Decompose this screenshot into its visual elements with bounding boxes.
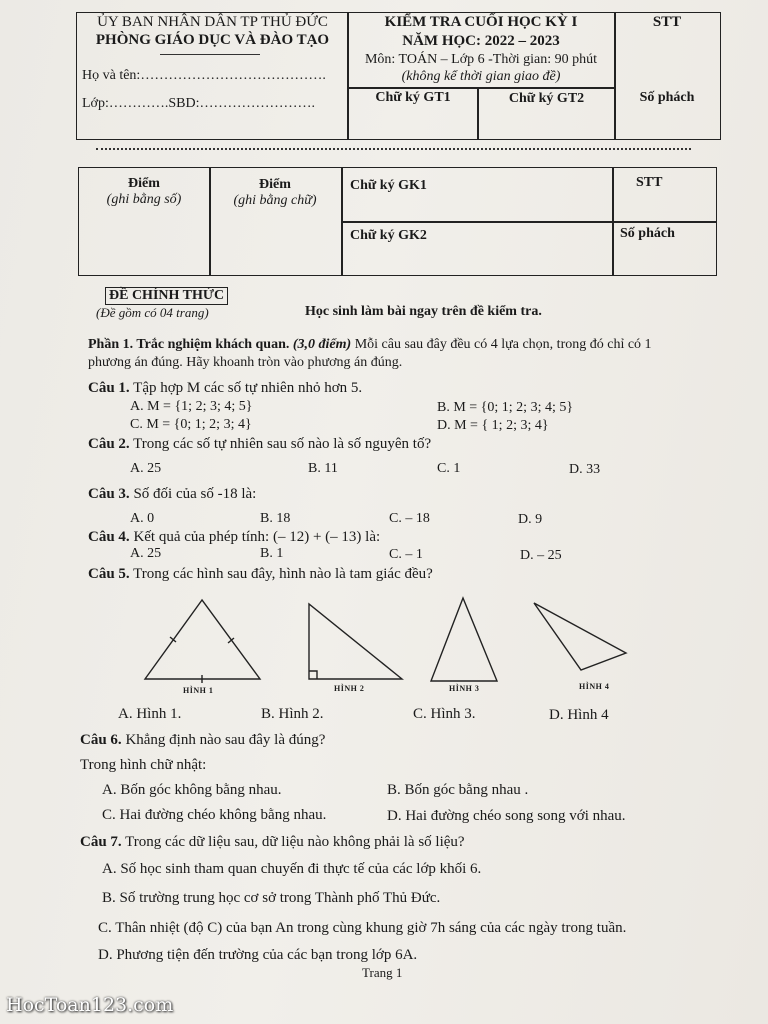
gk2-signature-label: Chữ ký GK2 <box>350 228 427 243</box>
q4-label: Câu 4. <box>88 529 130 545</box>
authority-name: ỦY BAN NHÂN DÂN TP THỦ ĐỨC <box>97 14 328 30</box>
q1-text: Tập hợp M các số tự nhiên nhỏ hơn 5. <box>133 380 363 396</box>
q7-option-a[interactable]: A. Số học sinh tham quan chuyến đi thực tế của các lớp khối 6. <box>102 861 482 877</box>
grading-stt-label: STT <box>636 175 663 190</box>
q2-option-c[interactable]: C. 1 <box>437 461 461 476</box>
q3-option-c[interactable]: C. – 18 <box>389 511 430 526</box>
question-7 <box>80 834 465 851</box>
q5-label: Câu 5. <box>88 566 130 582</box>
figure-4-caption: HÌNH 4 <box>579 682 610 691</box>
q2-option-a[interactable]: A. 25 <box>130 461 162 476</box>
q7-option-c[interactable]: C. Thân nhiệt (độ C) của bạn An trong cùng khung giờ 7h sáng của các ngày trong tuần. <box>98 920 627 936</box>
figure-2-caption: HÌNH 2 <box>334 684 365 693</box>
name-field[interactable]: Họ và tên:…………………………………. <box>82 68 326 83</box>
grading-so-phach-label: Số phách <box>620 226 675 241</box>
q3-option-d[interactable]: D. 9 <box>518 512 543 527</box>
q6-text: Khẳng định nào sau đây là đúng? <box>125 732 326 748</box>
q4-text: Kết quả của phép tính: (– 12) + (– 13) là: <box>133 529 381 545</box>
figure-4-triangle <box>534 603 626 670</box>
gk1-signature-label: Chữ ký GK1 <box>350 178 427 193</box>
q7-label: Câu 7. <box>80 834 122 850</box>
q6-context: Trong hình chữ nhật: <box>80 757 207 773</box>
question-6 <box>80 732 325 749</box>
figure-1-caption: HÌNH 1 <box>183 686 214 695</box>
q3-option-a[interactable]: A. 0 <box>130 511 155 526</box>
school-year: NĂM HỌC: 2022 – 2023 <box>402 33 560 49</box>
exam-title: KIỂM TRA CUỐI HỌC KỲ I <box>384 14 578 30</box>
score-text-label: Điểm <box>259 177 291 192</box>
q1-option-b[interactable]: B. M = {0; 1; 2; 3; 4; 5} <box>437 400 574 415</box>
class-sbd-field[interactable]: Lớp:………….SBD:……………………. <box>82 96 315 111</box>
q3-label: Câu 3. <box>88 486 130 502</box>
score-number-note: (ghi bằng số) <box>106 192 182 207</box>
gt1-signature-label: Chữ ký GT1 <box>375 90 451 105</box>
pages-note: (Đề gồm có 04 trang) <box>96 305 209 320</box>
figure-3-triangle <box>431 598 497 681</box>
q3-option-b[interactable]: B. 18 <box>260 511 291 526</box>
q7-option-d[interactable]: D. Phương tiện đến trường của các bạn trong lớp 6A. <box>98 947 418 963</box>
subject-line: Môn: TOÁN – Lớp 6 -Thời gian: 90 phút <box>364 52 598 67</box>
site-watermark: HocToan123.com <box>6 994 174 1016</box>
q6-option-d[interactable]: D. Hai đường chéo song song với nhau. <box>387 808 626 824</box>
page-number: Trang 1 <box>362 965 403 980</box>
so-phach-label: Số phách <box>639 90 695 105</box>
q4-option-d[interactable]: D. – 25 <box>520 548 562 563</box>
q5-option-a[interactable]: A. Hình 1. <box>118 706 182 722</box>
part1-title: Phần 1. Trắc nghiệm khách quan. <box>88 337 290 352</box>
q1-option-d[interactable]: D. M = { 1; 2; 3; 4} <box>437 418 549 433</box>
q2-option-b[interactable]: B. 11 <box>308 461 338 476</box>
q2-text: Trong các số tự nhiên sau số nào là số nguyên tố? <box>133 436 432 452</box>
q7-option-b[interactable]: B. Số trường trung học cơ sở trong Thành phố Thủ Đức. <box>102 890 441 906</box>
score-number-label: Điểm <box>128 176 160 191</box>
q4-option-a[interactable]: A. 25 <box>130 546 162 561</box>
q7-text: Trong các dữ liệu sau, dữ liệu nào không phải là số liệu? <box>125 834 465 850</box>
q5-option-d[interactable]: D. Hình 4 <box>549 707 609 723</box>
q5-option-c[interactable]: C. Hình 3. <box>413 706 476 722</box>
q5-option-b[interactable]: B. Hình 2. <box>261 706 324 722</box>
official-label: ĐỀ CHÍNH THỨC <box>105 287 228 305</box>
instruction: Học sinh làm bài ngay trên đề kiểm tra. <box>305 304 542 319</box>
q1-label: Câu 1. <box>88 380 130 396</box>
q5-text: Trong các hình sau đây, hình nào là tam giác đều? <box>133 566 433 582</box>
gt2-signature-label: Chữ ký GT2 <box>508 91 585 106</box>
score-text-note: (ghi bằng chữ) <box>233 193 317 208</box>
stt-label: STT <box>652 14 682 30</box>
q4-option-c[interactable]: C. – 1 <box>389 547 423 562</box>
part1-desc: Mỗi câu sau đây đều có 4 lựa chọn, trong đó chỉ có 1 <box>354 337 652 352</box>
q6-option-b[interactable]: B. Bốn góc bằng nhau . <box>387 782 529 798</box>
q6-option-a[interactable]: A. Bốn góc không bằng nhau. <box>102 782 282 798</box>
q2-option-d[interactable]: D. 33 <box>569 462 601 477</box>
department-name: PHÒNG GIÁO DỤC VÀ ĐÀO TẠO <box>95 32 330 48</box>
q2-label: Câu 2. <box>88 436 130 452</box>
figure-1-triangle <box>145 600 260 679</box>
q4-option-b[interactable]: B. 1 <box>260 546 284 561</box>
time-note: (không kể thời gian giao đề) <box>401 69 561 84</box>
figure-2-triangle <box>309 604 402 679</box>
part1-points: (3,0 điểm) <box>292 337 352 352</box>
q1-option-c[interactable]: C. M = {0; 1; 2; 3; 4} <box>130 417 252 432</box>
q1-option-a[interactable]: A. M = {1; 2; 3; 4; 5} <box>130 399 253 414</box>
q6-option-c[interactable]: C. Hai đường chéo không bằng nhau. <box>102 807 327 823</box>
q3-text: Số đối của số -18 là: <box>133 486 257 502</box>
figure-3-caption: HÌNH 3 <box>449 684 480 693</box>
q6-label: Câu 6. <box>80 732 122 748</box>
part1-desc-2: phương án đúng. Hãy khoanh tròn vào phương án đúng. <box>88 355 403 370</box>
